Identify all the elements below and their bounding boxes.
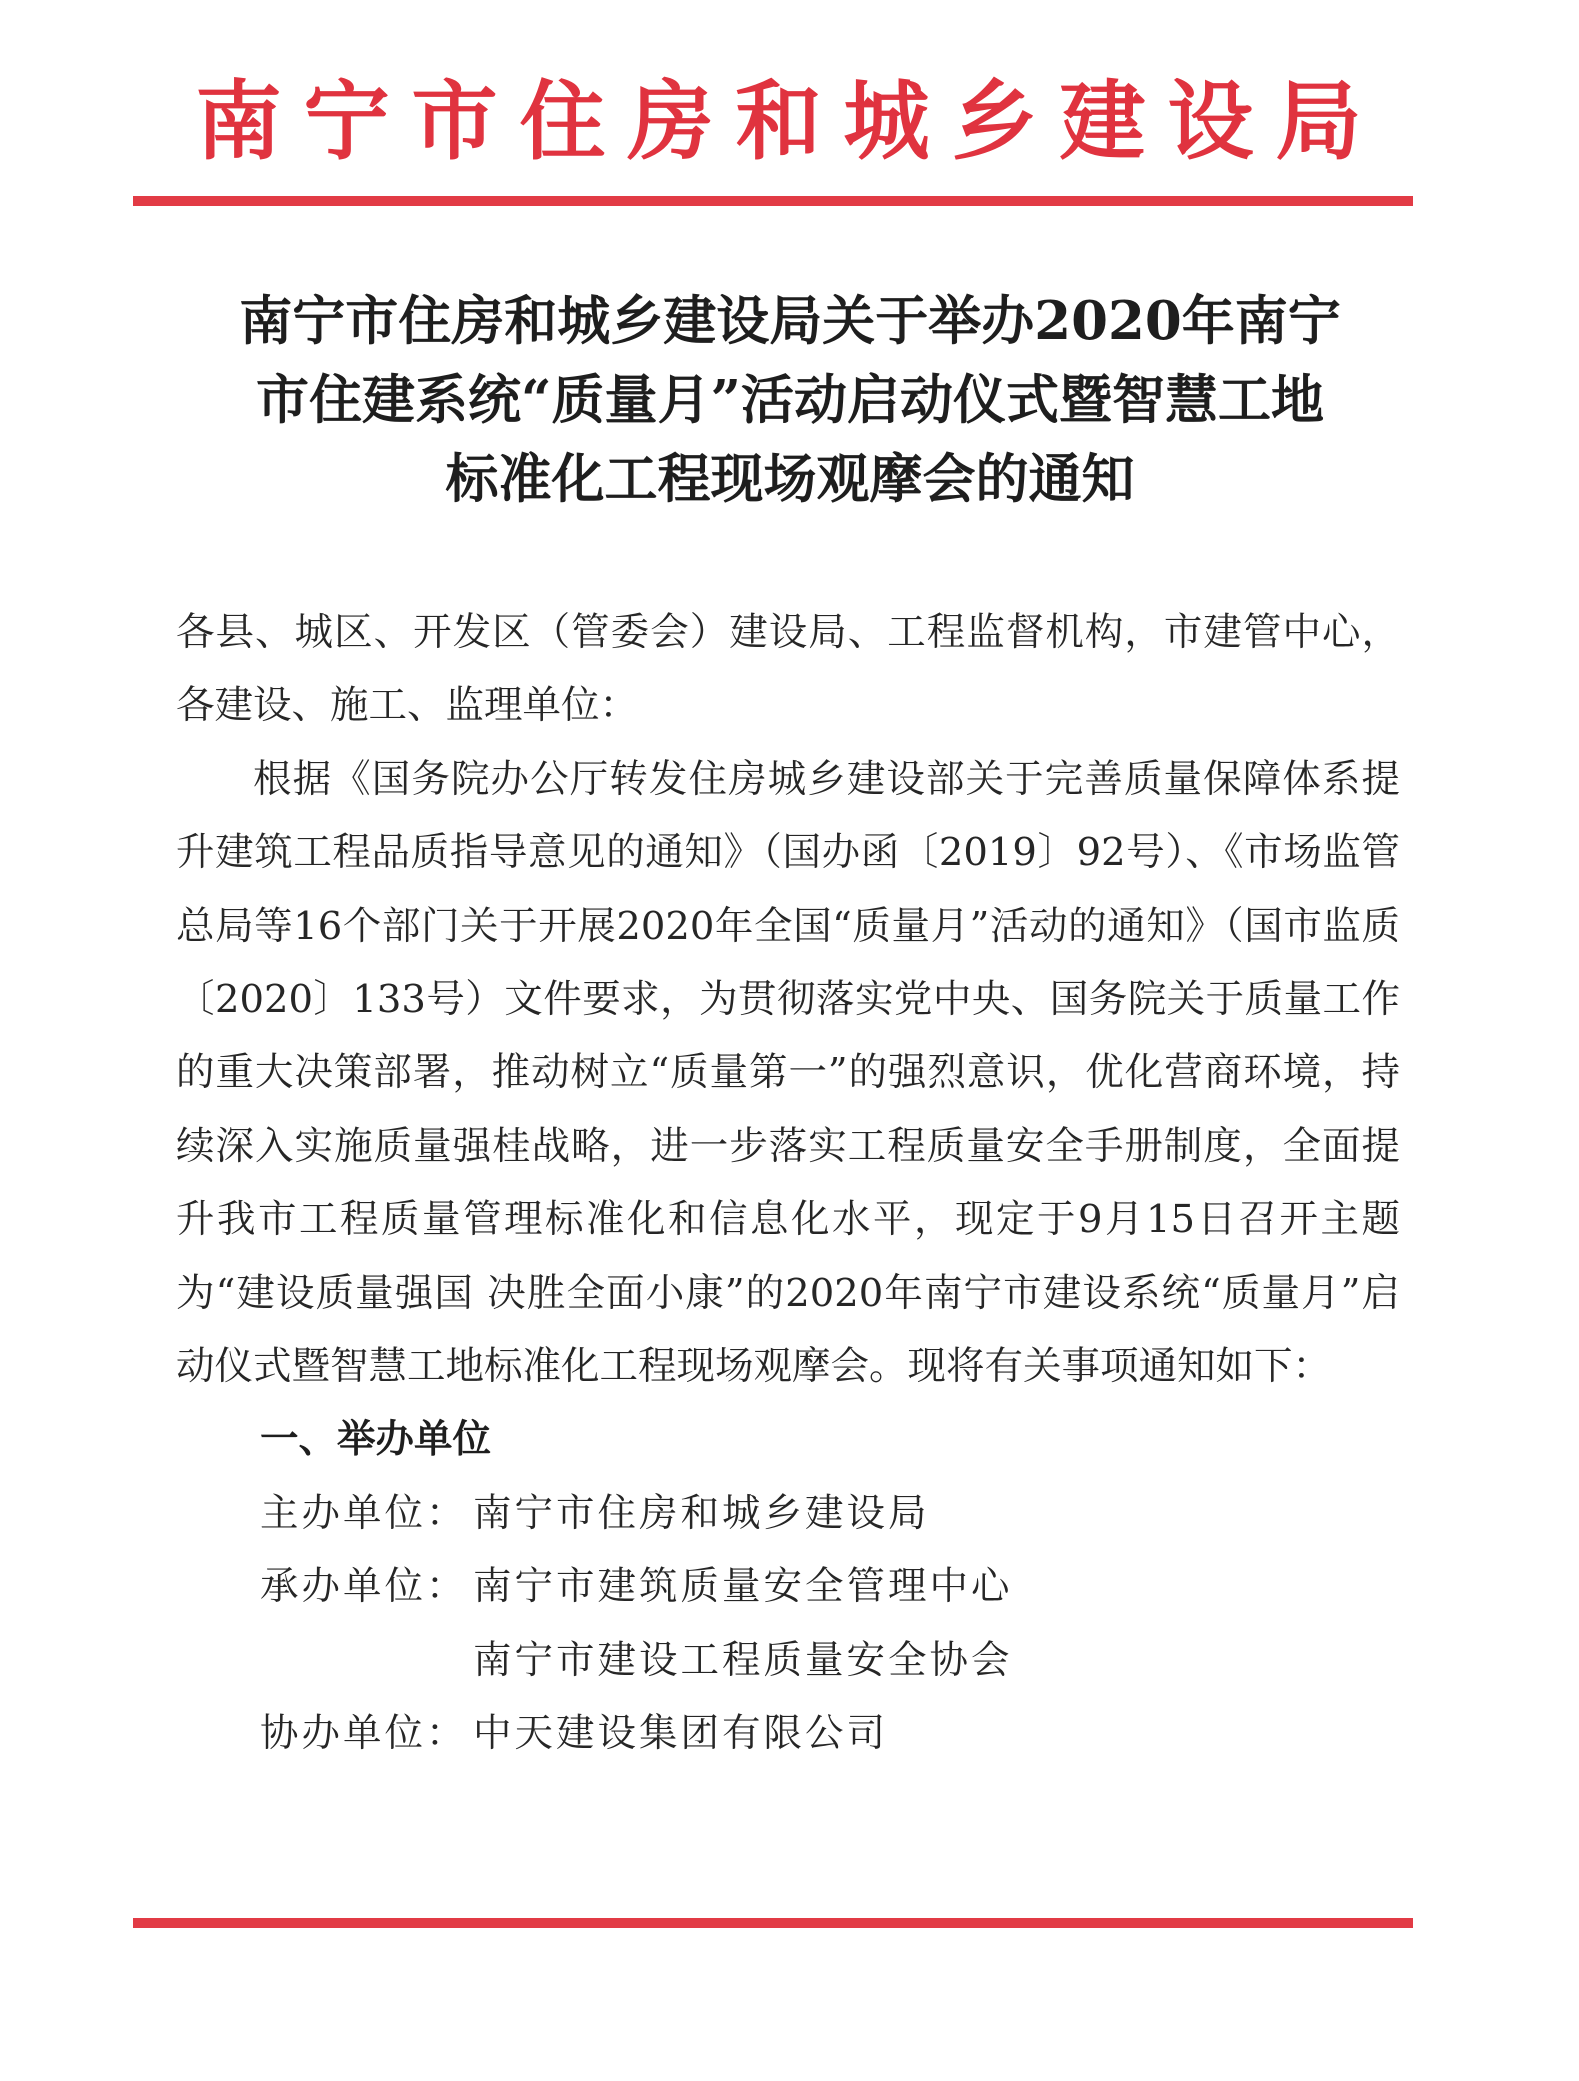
co-organizer-value: 中天建设集团有限公司 <box>473 1711 889 1757</box>
organizer-value: 南宁市建设工程质量安全协会 <box>473 1637 1013 1683</box>
title-line: 标准化工程现场观摩会的通知 <box>445 448 1135 510</box>
co-organizer-row <box>176 1697 1400 1770</box>
letterhead-divider <box>133 196 1413 206</box>
letterhead-title: 南宁市住房和城乡建设局 <box>195 71 1384 172</box>
organizer-label: 承办单位： <box>260 1564 468 1610</box>
salutation: 各县、城区、开发区（管委会）建设局、工程监督机构，市建管中心，各建设、施工、监理单位： <box>176 610 1400 729</box>
organizer-value: 南宁市建筑质量安全管理中心 <box>473 1564 1013 1610</box>
document-title <box>175 282 1405 519</box>
co-organizer-label: 协办单位： <box>260 1711 468 1757</box>
organizer-label-spacer <box>260 1624 473 1697</box>
host-row <box>176 1477 1400 1550</box>
title-line: 市住建系统“质量月”活动启动仪式暨智慧工地 <box>256 369 1324 431</box>
body-paragraph: 根据《国务院办公厅转发住房城乡建设部关于完善质量保障体系提升建筑工程品质指导意见的通知》（国办函〔2019〕92号）、《市场监管总局等16个部门关于开展2020年全国“质量月”活动的通知》（国市监质〔2020〕133号）文件要求，为贯彻落实党中央、国务院关于质量工作的重大决策部署，推动树立“质量第一”的强烈意识，优化营商环境，持续深入实施质量强桂战略，进一步落实工程质量安全手册制度，全面提升我市工程质量管理标准化和信息化水平，现定于9月15日召开主题为“建设质量强国 决胜全面小康”的2020年南宁市建设系统“质量月”启动仪式暨智慧工地标准化工程现场观摩会。现将有关事项通知如下： <box>176 756 1400 1390</box>
document-body <box>176 596 1400 1771</box>
section-heading: 一、举办单位 <box>260 1417 492 1463</box>
host-value: 南宁市住房和城乡建设局 <box>473 1490 930 1536</box>
footer-divider <box>133 1918 1413 1928</box>
host-label: 主办单位： <box>260 1490 468 1536</box>
organizer-row <box>176 1550 1400 1623</box>
title-line: 南宁市住房和城乡建设局关于举办2020年南宁 <box>239 290 1341 352</box>
organizer-row-2 <box>176 1624 1400 1697</box>
